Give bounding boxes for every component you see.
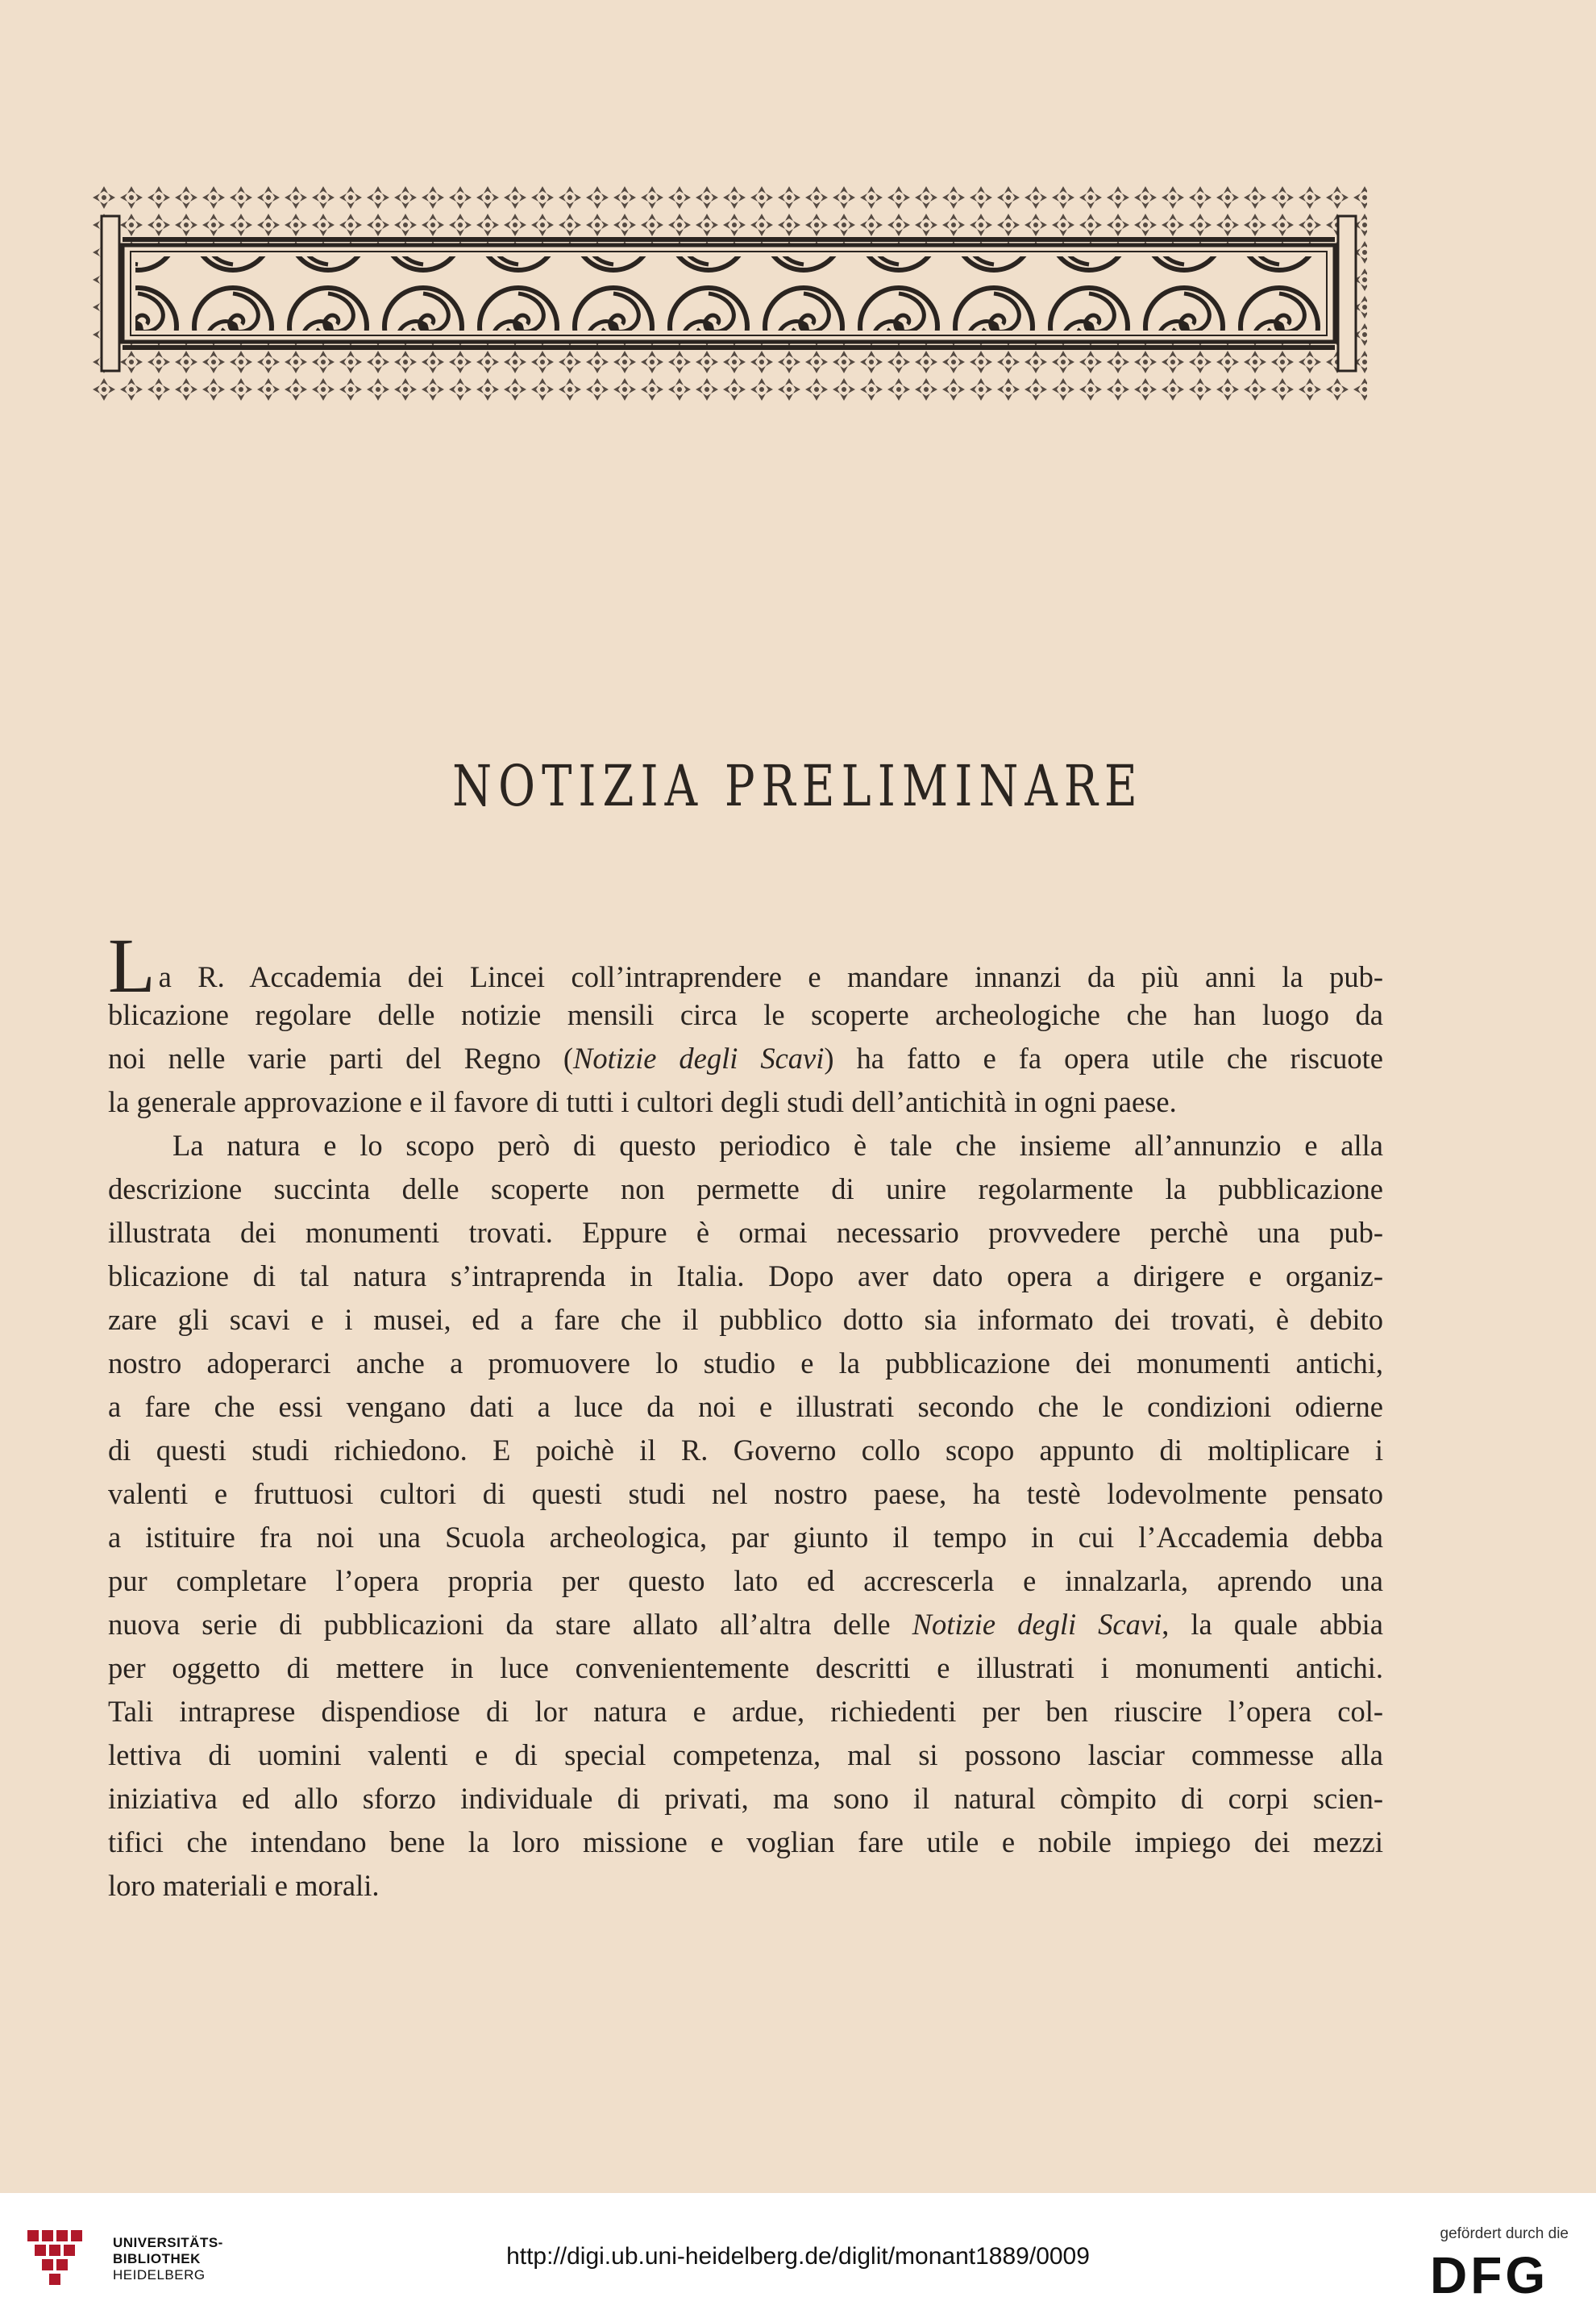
- text-line: a istituire fra noi una Scuola archeologica, par giunto il tempo in cui l’Accademia debba: [108, 1521, 1383, 1554]
- dfg-logo-icon: [1427, 2249, 1572, 2299]
- text-line: nostro adoperarci anche a promuovere lo studio e la pubblicazione dei monumenti antichi,: [108, 1346, 1383, 1380]
- text-line: iniziativa ed allo sforzo individuale di privati, ma sono il natural còmpito di corpi scien-: [108, 1782, 1383, 1815]
- text-line: tifici che intendano bene la loro missione e voglian fare utile e nobile impiego dei mezzi: [108, 1825, 1383, 1858]
- drop-cap: L: [108, 922, 156, 1009]
- dfg-logo-text: DFG: [1430, 2249, 1549, 2299]
- ornament-band-icon: [90, 184, 1367, 403]
- footer-bar: [0, 2193, 1596, 2318]
- text-line: blicazione di tal natura s’intraprenda in Italia. Dopo aver dato opera a dirigere e organiz-: [108, 1259, 1383, 1292]
- text-line: valenti e fruttuosi cultori di questi studi nel nostro paese, ha testè lodevolmente pensato: [108, 1477, 1383, 1510]
- text-line: La natura e lo scopo però di questo periodico è tale che insieme all’annunzio e alla: [172, 1129, 1383, 1162]
- text-line: pur completare l’opera propria per questo lato ed accrescerla e innalzarla, aprendo una: [108, 1564, 1383, 1597]
- text-line: noi nelle varie parti del Regno (Notizie degli Scavi) ha fatto e fa opera utile che riscuote: [108, 1042, 1383, 1075]
- text-line: blicazione regolare delle notizie mensili circa le scoperte archeologiche che han luogo da: [108, 998, 1383, 1031]
- text-line: nuova serie di pubblicazioni da stare allato all’altra delle Notizie degli Scavi, la quale abbia: [108, 1608, 1383, 1641]
- text-line: descrizione succinta delle scoperte non permette di unire regolarmente la pubblicazione: [108, 1172, 1383, 1205]
- page-title: NOTIZIA PRELIMINARE: [452, 754, 1144, 820]
- permalink-url[interactable]: http://digi.ub.uni-heidelberg.de/diglit/monant1889/0009: [506, 2243, 1090, 2270]
- body-text: [108, 922, 1383, 1908]
- text-line: illustrata dei monumenti trovati. Eppure è ormai necessario provvedere perchè una pub-: [108, 1216, 1383, 1249]
- text-line: La R. Accademia dei Lincei coll’intraprendere e mandare innanzi da più anni la pub-: [108, 922, 1383, 1009]
- sponsor-caption: gefördert durch die: [1440, 2225, 1569, 2242]
- text-line: lettiva di uomini valenti e di special competenza, mal si possono lasciar commesse alla: [108, 1738, 1383, 1771]
- text-line: loro materiali e morali.: [108, 1869, 380, 1902]
- text-line: di questi studi richiedono. E poichè il R. Governo collo scopo appunto di moltiplicare i: [108, 1434, 1383, 1467]
- text-line: la generale approvazione e il favore di tutti i cultori degli studi dell’antichità in ogni paese.: [108, 1085, 1177, 1118]
- italic-title: Notizie degli Scavi: [912, 1608, 1162, 1641]
- text-line: a fare che essi vengano dati a luce da noi e illustrati secondo che le condizioni odierne: [108, 1390, 1383, 1423]
- text-line: Tali intraprese dispendiose di lor natura e ardue, richiedenti per ben riuscire l’opera col-: [108, 1695, 1383, 1728]
- italic-title: Notizie degli Scavi: [573, 1042, 825, 1075]
- library-name: UNIVERSITÄTS- BIBLIOTHEK HEIDELBERG: [113, 2235, 223, 2283]
- text-line: per oggetto di mettere in luce convenientemente descritti e illustrati i monumenti antichi.: [108, 1651, 1383, 1684]
- text-line: zare gli scavi e i musei, ed a fare che il pubblico dotto sia informato dei trovati, è debito: [108, 1303, 1383, 1336]
